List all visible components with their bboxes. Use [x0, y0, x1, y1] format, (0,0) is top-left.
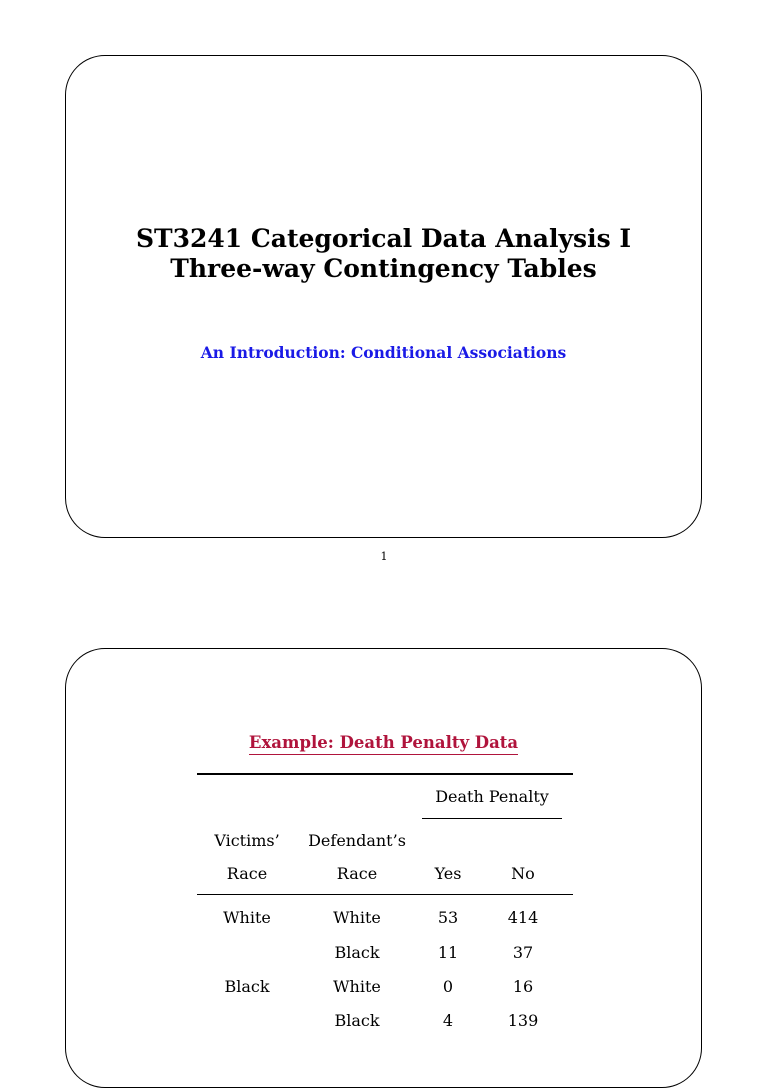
row1-victims: White: [223, 908, 271, 927]
defendant-header-line1: Defendant’s: [308, 831, 406, 850]
example-slide: [65, 648, 702, 1088]
row3-no: 16: [512, 977, 534, 996]
row1-defendant: White: [333, 908, 381, 927]
row4-no: 139: [507, 1011, 539, 1030]
title-slide: [65, 55, 702, 538]
example-title: [66, 733, 701, 755]
row4-defendant: Black: [334, 1011, 380, 1030]
example-title-text: Example: Death Penalty Data: [249, 733, 518, 755]
row3-defendant: White: [333, 977, 381, 996]
death-penalty-header: Death Penalty: [435, 787, 549, 806]
slide-title-line-2: Three-way Contingency Tables: [170, 254, 597, 283]
table-top-rule: [197, 773, 573, 775]
row3-yes: 0: [442, 977, 454, 996]
page-number: 1: [380, 550, 388, 563]
row2-yes: 11: [437, 943, 459, 962]
row2-defendant: Black: [334, 943, 380, 962]
no-header: No: [511, 864, 535, 883]
yes-header: Yes: [434, 864, 462, 883]
row1-yes: 53: [437, 908, 459, 927]
victims-header-line2: Race: [226, 864, 268, 883]
row4-yes: 4: [442, 1011, 454, 1030]
victims-header-line1: Victims’: [214, 831, 280, 850]
row1-no: 414: [507, 908, 539, 927]
slide-title-line-1: ST3241 Categorical Data Analysis I: [135, 224, 632, 253]
row3-victims: Black: [224, 977, 270, 996]
row2-no: 37: [512, 943, 534, 962]
table-header-rule: [197, 894, 573, 895]
death-penalty-rule: [422, 818, 562, 819]
defendant-header-line2: Race: [336, 864, 378, 883]
slide-subtitle: An Introduction: Conditional Associations: [200, 343, 567, 362]
